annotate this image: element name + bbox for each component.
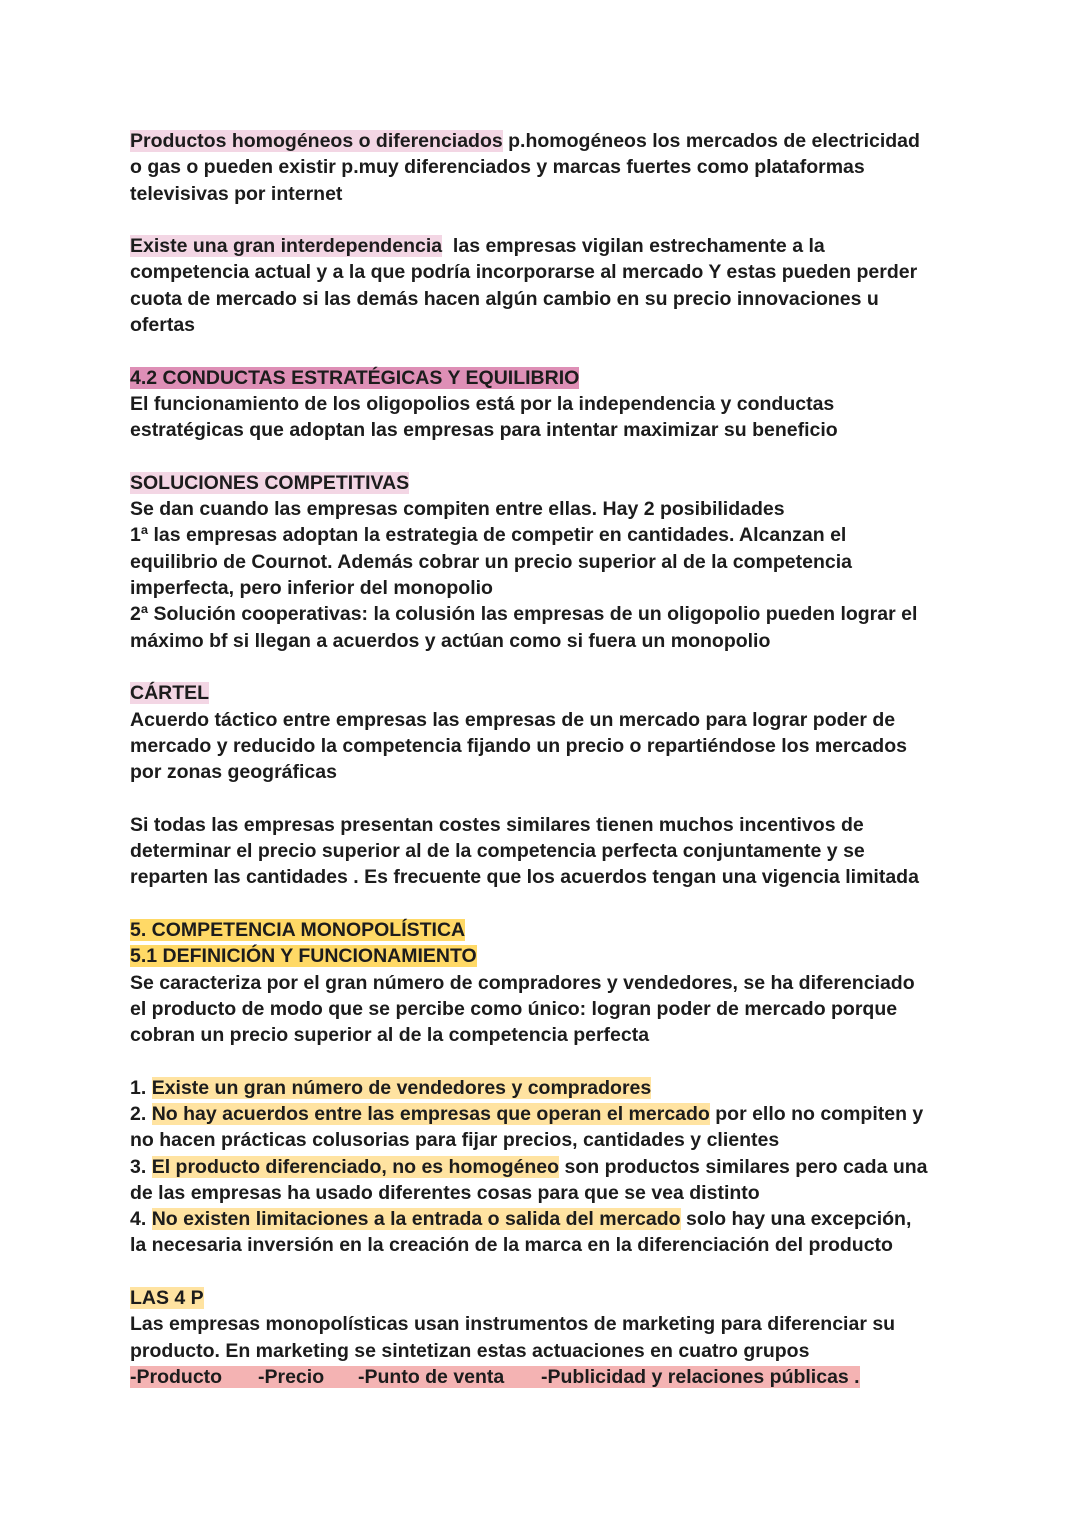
heading-text: 4.2 CONDUCTAS ESTRATÉGICAS Y EQUILIBRIO xyxy=(130,366,580,389)
list-number: 3. xyxy=(130,1155,152,1178)
list-item xyxy=(130,1206,960,1232)
text-line xyxy=(130,128,960,154)
heading-text: LAS 4 P xyxy=(130,1287,204,1310)
text-line: Acuerdo táctico entre empresas las empresas de un mercado para lograr poder de xyxy=(130,708,896,731)
heading-text: 5. COMPETENCIA MONOPOLÍSTICA xyxy=(130,918,466,941)
text-line: Se dan cuando las empresas compiten entre ellas. Hay 2 posibilidades xyxy=(130,498,785,521)
text-line: cobran un precio superior al de la competencia perfecta xyxy=(130,1024,650,1047)
text-line xyxy=(130,233,960,259)
highlighted-term: No hay acuerdos entre las empresas que operan el mercado xyxy=(151,1102,710,1125)
text-line: no hacen prácticas colusorias para fijar precios, cantidades y clientes xyxy=(130,1129,780,1152)
list-item xyxy=(130,1154,960,1180)
text-line: 2ª Solución cooperativas: la colusión las empresas de un oligopolio pueden lograr el xyxy=(130,603,918,626)
list-number: 4. xyxy=(130,1208,152,1231)
section-heading xyxy=(130,470,960,496)
text-line: Se caracteriza por el gran número de compradores y vendedores, se ha diferenciado xyxy=(130,971,915,994)
text-line: o gas o pueden existir p.muy diferenciados y marcas fuertes como plataformas xyxy=(130,156,865,179)
heading-text: 5.1 DEFINICIÓN Y FUNCIONAMIENTO xyxy=(130,945,477,968)
text-line: el producto de modo que se percibe como único: logran poder de mercado porque xyxy=(130,997,898,1020)
text-line: mercado y reducido la competencia fijando un precio o repartiéndose los mercados xyxy=(130,734,907,757)
text-line: cuota de mercado si las demás hacen algún cambio en su precio innovaciones u xyxy=(130,287,879,310)
section-heading xyxy=(130,1285,960,1311)
p-precio: -Precio xyxy=(258,1365,325,1388)
highlighted-term: Existe un gran número de vendedores y compradores xyxy=(151,1076,652,1099)
text-line: de las empresas ha usado diferentes cosas para que se vea distinto xyxy=(130,1181,760,1204)
highlighted-term: No existen limitaciones a la entrada o salida del mercado xyxy=(151,1208,681,1231)
text-line: determinar el precio superior al de la competencia perfecta conjuntamente y se xyxy=(130,840,865,863)
p-publicidad: -Publicidad y relaciones públicas . xyxy=(541,1365,860,1388)
text-line: reparten las cantidades . Es frecuente que los acuerdos tengan una vigencia limitada xyxy=(130,866,919,889)
heading-text: SOLUCIONES COMPETITIVAS xyxy=(130,471,410,494)
text-line: Las empresas monopolísticas usan instrumentos de marketing para diferenciar su xyxy=(130,1313,896,1336)
text-line: imperfecta, pero inferior del monopolio xyxy=(130,577,493,600)
text-fragment: solo hay una excepción, xyxy=(680,1208,912,1231)
section-subheading xyxy=(130,943,960,969)
text-line: producto. En marketing se sintetizan estas actuaciones en cuatro grupos xyxy=(130,1339,810,1362)
text-line: competencia actual y a la que podría incorporarse al mercado Y estas pueden perder xyxy=(130,261,918,284)
text-fragment: las empresas vigilan estrechamente a la xyxy=(442,235,825,258)
four-p-list xyxy=(130,1364,960,1390)
list-item xyxy=(130,1075,960,1101)
text-line: la necesaria inversión en la creación de la marca en la diferenciación del producto xyxy=(130,1234,893,1257)
text-line: televisivas por internet xyxy=(130,182,343,205)
highlighted-term: Existe una gran interdependencia xyxy=(130,235,443,258)
heading-text: CÁRTEL xyxy=(130,682,210,705)
p-producto: -Producto xyxy=(130,1365,223,1388)
list-item xyxy=(130,1101,960,1127)
list-number: 1. xyxy=(130,1076,152,1099)
text-fragment: por ello no compiten y xyxy=(709,1102,924,1125)
list-number: 2. xyxy=(130,1102,152,1125)
text-line: Si todas las empresas presentan costes similares tienen muchos incentivos de xyxy=(130,813,864,836)
text-line: ofertas xyxy=(130,314,196,337)
text-line: máximo bf si llegan a acuerdos y actúan como si fuera un monopolio xyxy=(130,629,771,652)
p-punto-de-venta: -Punto de venta xyxy=(358,1365,505,1388)
text-line: El funcionamiento de los oligopolios está por la independencia y conductas xyxy=(130,392,835,415)
text-fragment: son productos similares pero cada una xyxy=(559,1155,928,1178)
section-heading xyxy=(130,365,960,391)
text-line: por zonas geográficas xyxy=(130,761,337,784)
section-heading xyxy=(130,680,960,706)
highlighted-term: Productos homogéneos o diferenciados xyxy=(130,130,503,152)
section-heading xyxy=(130,917,960,943)
text-line: estratégicas que adoptan las empresas para intentar maximizar su beneficio xyxy=(130,419,838,442)
text-line: 1ª las empresas adoptan la estrategia de competir en cantidades. Alcanzan el xyxy=(130,524,847,547)
text-fragment: p.homogéneos los mercados de electricidad xyxy=(502,130,920,152)
highlighted-term: El producto diferenciado, no es homogéneo xyxy=(151,1155,560,1178)
four-p-highlight xyxy=(130,1366,860,1388)
text-line: equilibrio de Cournot. Además cobrar un precio superior al de la competencia xyxy=(130,550,853,573)
